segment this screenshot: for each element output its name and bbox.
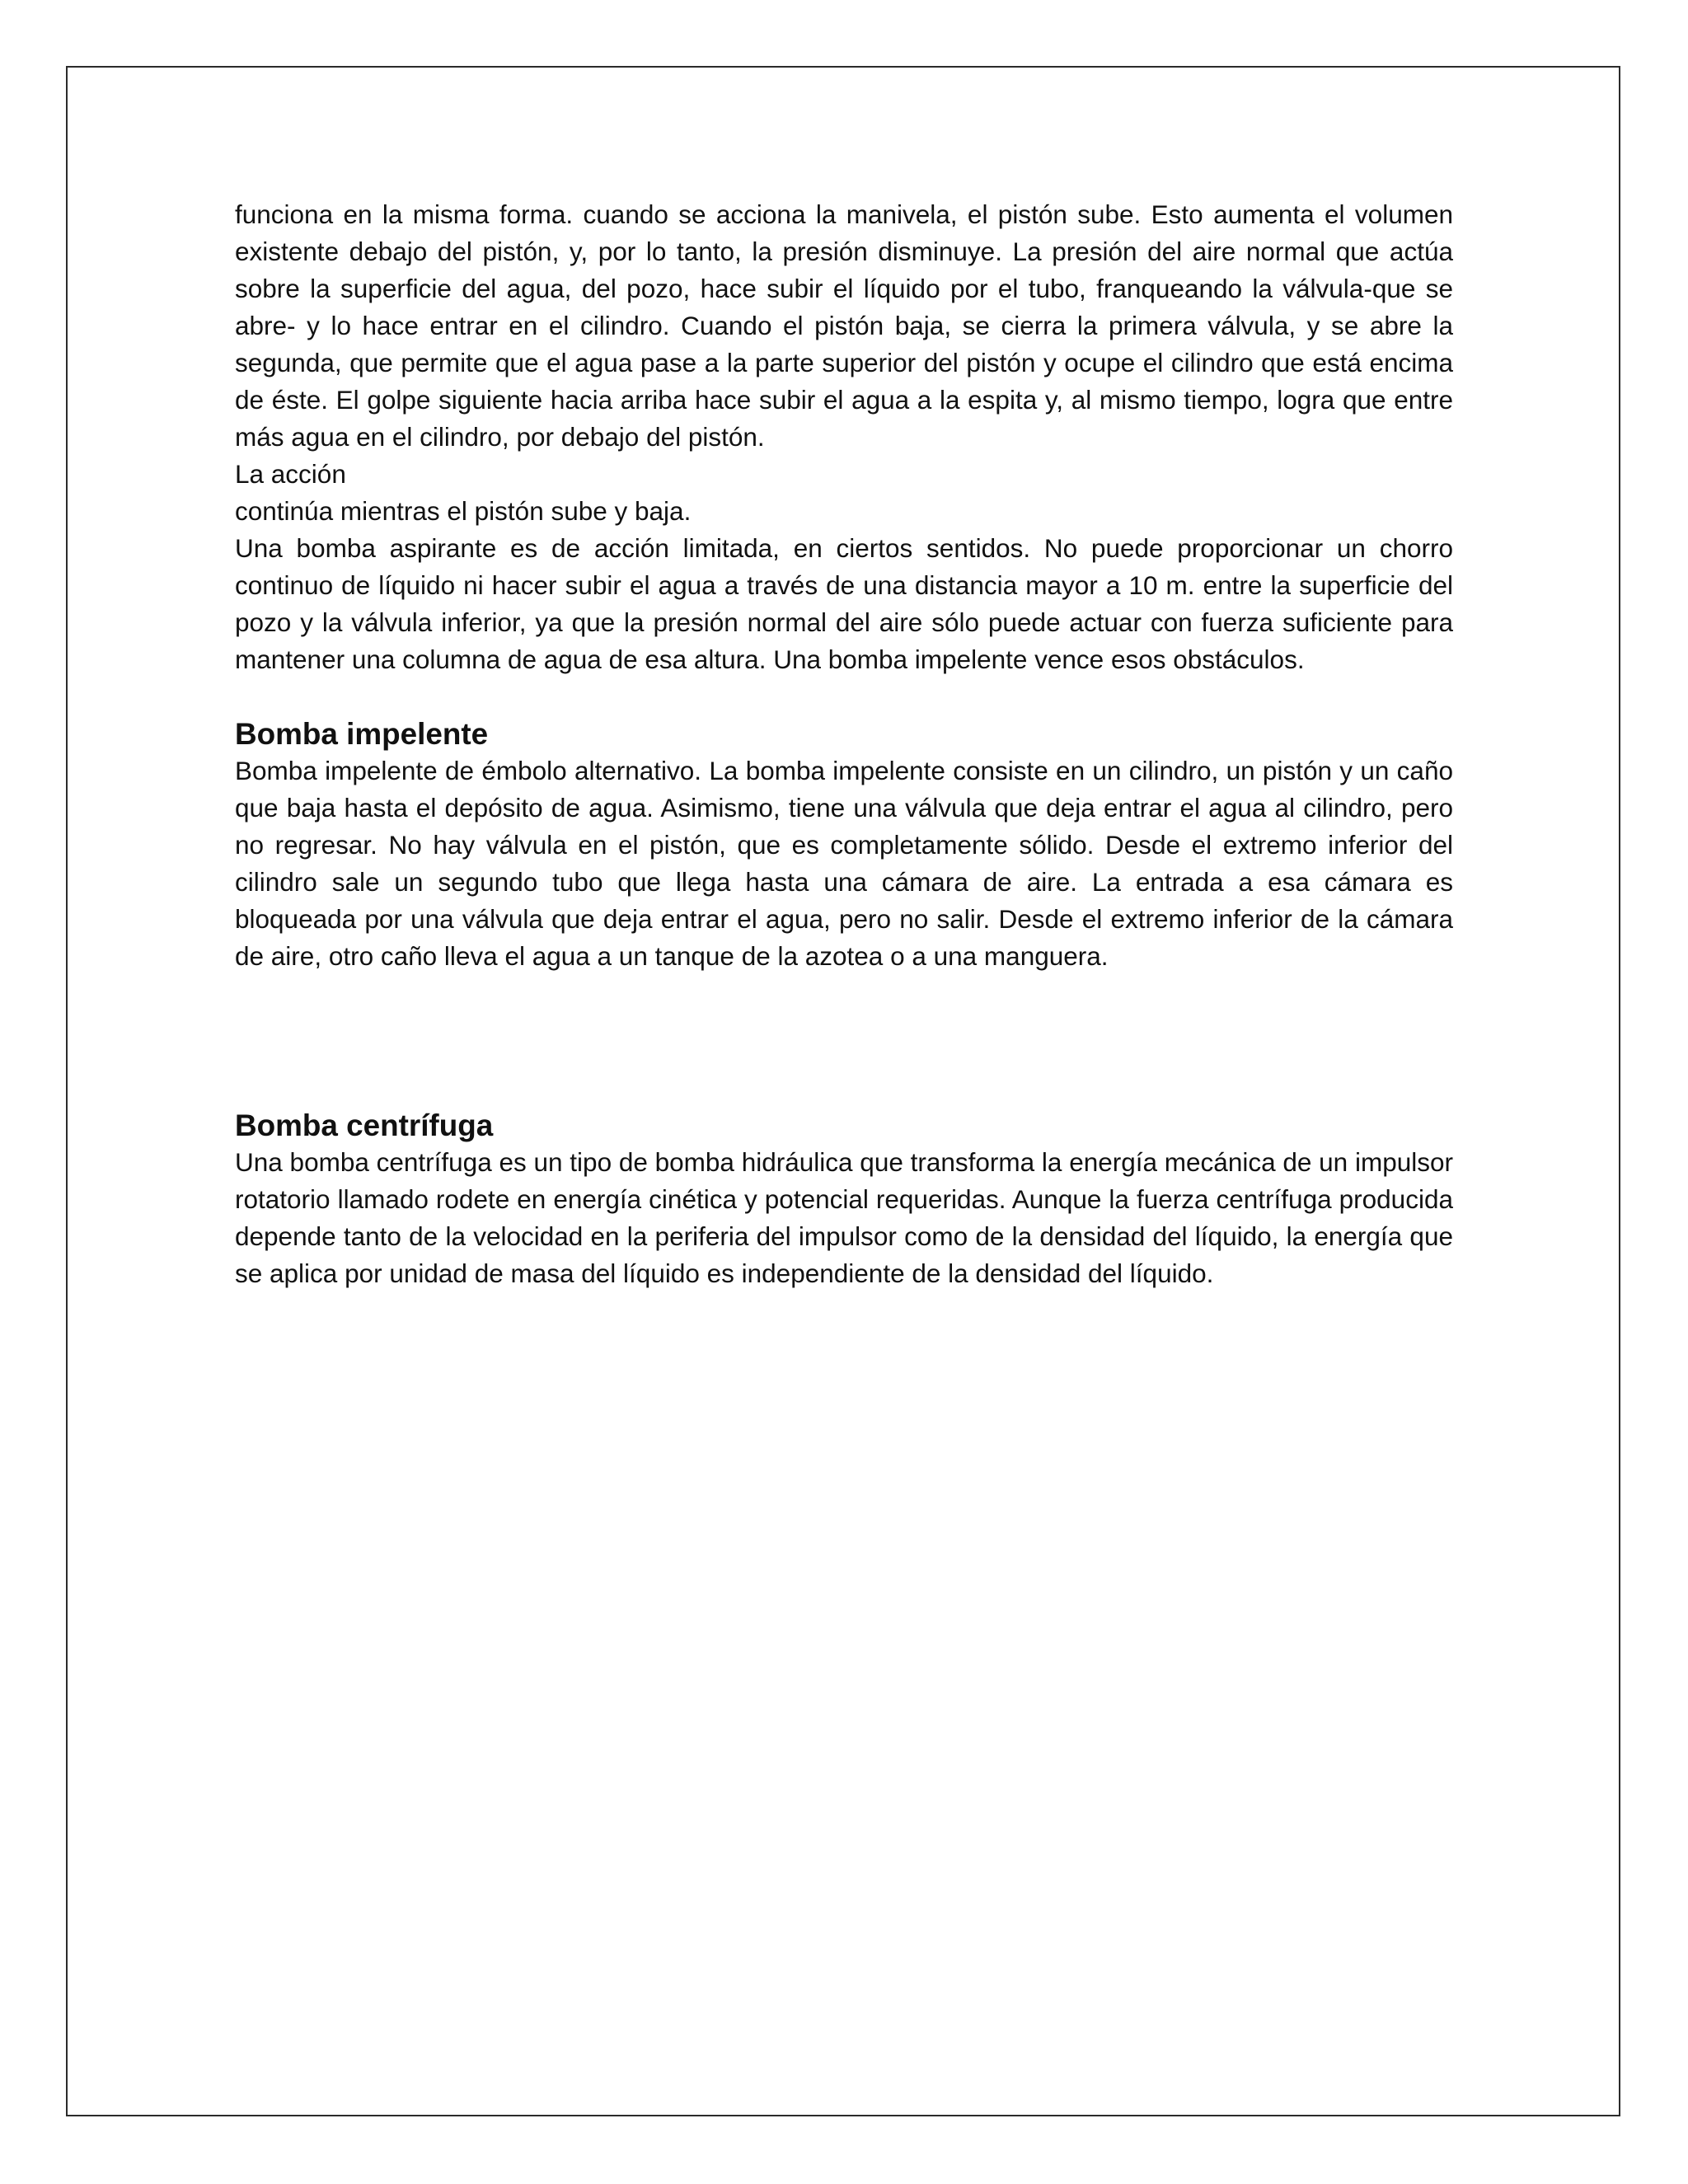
line-continua: continúa mientras el pistón sube y baja. bbox=[235, 496, 692, 526]
spacer bbox=[235, 678, 1453, 715]
spacer bbox=[235, 975, 1453, 1107]
heading-bomba-impelente: Bomba impelente bbox=[235, 717, 489, 751]
paragraph-suction-pump-limits: Una bomba aspirante es de acción limitada, en ciertos sentidos. No puede proporcionar un chorro continuo de líquido ni hacer subir el agua a través de una distancia mayor a 10 m. entre la superficie del pozo y la válvula inferior, ya que la presión normal del aire sólo puede actuar con fuerza suficiente para mantener una columna de agua de esa altura. Una bomba impelente vence esos obstáculos. bbox=[235, 533, 1453, 674]
paragraph-bomba-impelente: Bomba impelente de émbolo alternativo. La bomba impelente consiste en un cilindro, un pistón y un caño que baja hasta el depósito de agua. Asimismo, tiene una válvula que deja entrar el agua al cilindro, pero no regresar. No hay válvula en el pistón, que es completamente sólido. Desde el extremo inferior del cilindro sale un segundo tubo que llega hasta una cámara de aire. La entrada a esa cámara es bloqueada por una válvula que deja entrar el agua, pero no salir. Desde el extremo inferior de la cámara de aire, otro caño lleva el agua a un tanque de la azotea o a una manguera. bbox=[235, 756, 1453, 971]
paragraph-bomba-centrifuga: Una bomba centrífuga es un tipo de bomba hidráulica que transforma la energía mecánica de un impulsor rotatorio llamado rodete en energía cinética y potencial requeridas. Aunque la fuerza centrífuga producida depende tanto de la velocidad en la periferia del impulsor como de la densidad del líquido, la energía que se aplica por unidad de masa del líquido es independiente de la densidad del líquido. bbox=[235, 1147, 1453, 1288]
document-body bbox=[235, 196, 1453, 1292]
heading-bomba-centrifuga: Bomba centrífuga bbox=[235, 1108, 494, 1142]
line-la-accion: La acción bbox=[235, 459, 346, 489]
paragraph-pump-operation: funciona en la misma forma. cuando se acciona la manivela, el pistón sube. Esto aumenta el volumen existente debajo del pistón, y, por lo tanto, la presión disminuye. La presión del aire normal que actúa sobre la superficie del agua, del pozo, hace subir el líquido por el tubo, franqueando la válvula-que se abre- y lo hace entrar en el cilindro. Cuando el pistón baja, se cierra la primera válvula, y se abre la segunda, que permite que el agua pase a la parte superior del pistón y ocupe el cilindro que está encima de éste. El golpe siguiente hacia arriba hace subir el agua a la espita y, al mismo tiempo, logra que entre más agua en el cilindro, por debajo del pistón. bbox=[235, 199, 1453, 452]
